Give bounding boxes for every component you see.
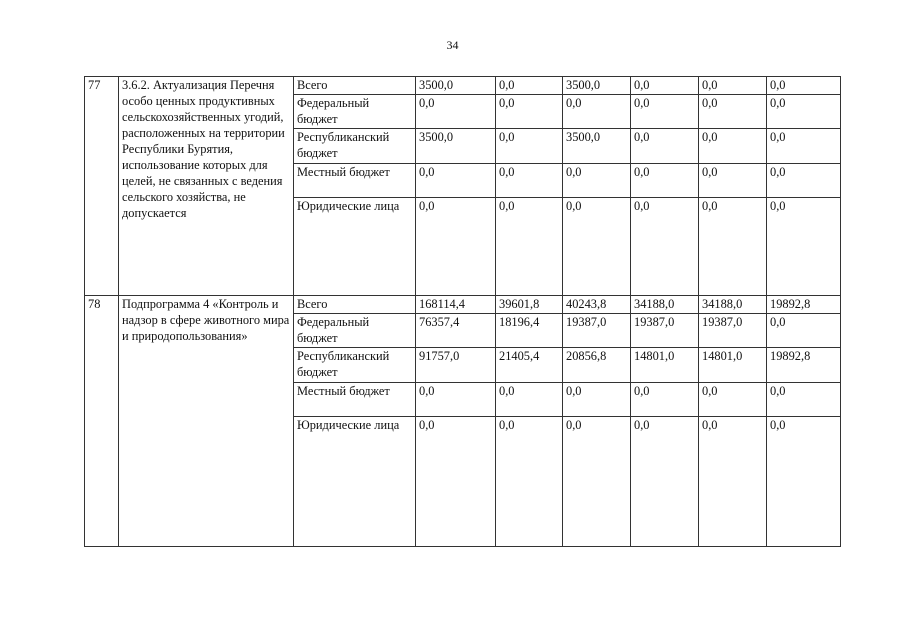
funding-value: 3500,0	[416, 129, 496, 164]
funding-value: 0,0	[496, 129, 563, 164]
funding-value: 0,0	[631, 164, 699, 198]
funding-value: 0,0	[416, 198, 496, 296]
funding-source: Республиканский бюджет	[294, 348, 416, 383]
table-row	[85, 77, 841, 95]
page-number: 34	[446, 38, 459, 52]
funding-value: 0,0	[767, 383, 841, 417]
funding-source: Юридические лица	[294, 417, 416, 547]
funding-value: 0,0	[767, 417, 841, 547]
funding-value: 76357,4	[416, 314, 496, 348]
funding-value: 0,0	[563, 164, 631, 198]
budget-table	[84, 76, 841, 547]
funding-value: 0,0	[767, 77, 841, 95]
funding-value: 0,0	[563, 198, 631, 296]
row-number: 77	[85, 77, 119, 296]
funding-value: 34188,0	[631, 296, 699, 314]
funding-value: 3500,0	[563, 129, 631, 164]
measure-description: 3.6.2. Актуализация Перечня особо ценных продуктивных сельскохозяйственных угодий, расположенных на территории Республики Бурятия, использование которых для целей, не связанных с ведения сельского хозяйства, не допускается	[119, 77, 294, 296]
funding-value: 21405,4	[496, 348, 563, 383]
funding-source: Всего	[294, 77, 416, 95]
funding-value: 0,0	[631, 95, 699, 129]
funding-value: 0,0	[416, 383, 496, 417]
funding-value: 0,0	[496, 95, 563, 129]
funding-value: 0,0	[631, 383, 699, 417]
funding-value: 0,0	[563, 95, 631, 129]
funding-value: 40243,8	[563, 296, 631, 314]
funding-value: 0,0	[767, 164, 841, 198]
funding-source: Местный бюджет	[294, 383, 416, 417]
funding-value: 0,0	[699, 383, 767, 417]
funding-value: 0,0	[563, 417, 631, 547]
funding-value: 91757,0	[416, 348, 496, 383]
funding-value: 3500,0	[563, 77, 631, 95]
funding-value: 0,0	[767, 198, 841, 296]
funding-value: 19387,0	[699, 314, 767, 348]
funding-source: Федеральный бюджет	[294, 314, 416, 348]
funding-value: 14801,0	[699, 348, 767, 383]
funding-value: 19387,0	[631, 314, 699, 348]
funding-value: 20856,8	[563, 348, 631, 383]
funding-value: 0,0	[699, 417, 767, 547]
funding-source: Республиканский бюджет	[294, 129, 416, 164]
funding-value: 0,0	[416, 417, 496, 547]
funding-value: 18196,4	[496, 314, 563, 348]
funding-value: 3500,0	[416, 77, 496, 95]
funding-value: 0,0	[496, 198, 563, 296]
funding-value: 0,0	[699, 164, 767, 198]
funding-value: 0,0	[699, 129, 767, 164]
funding-value: 19892,8	[767, 296, 841, 314]
funding-value: 0,0	[416, 164, 496, 198]
funding-source: Местный бюджет	[294, 164, 416, 198]
funding-source: Всего	[294, 296, 416, 314]
funding-value: 39601,8	[496, 296, 563, 314]
funding-value: 0,0	[699, 198, 767, 296]
funding-value: 0,0	[496, 383, 563, 417]
table-row	[85, 296, 841, 314]
funding-value: 19892,8	[767, 348, 841, 383]
funding-value: 0,0	[496, 417, 563, 547]
funding-value: 168114,4	[416, 296, 496, 314]
funding-source: Юридические лица	[294, 198, 416, 296]
funding-value: 0,0	[767, 95, 841, 129]
funding-value: 0,0	[631, 198, 699, 296]
funding-value: 14801,0	[631, 348, 699, 383]
funding-value: 0,0	[699, 77, 767, 95]
funding-value: 0,0	[767, 314, 841, 348]
funding-value: 0,0	[767, 129, 841, 164]
measure-description: Подпрограмма 4 «Контроль и надзор в сфере животного мира и природопользования»	[119, 296, 294, 547]
funding-value: 0,0	[563, 383, 631, 417]
funding-value: 0,0	[496, 164, 563, 198]
funding-value: 0,0	[631, 129, 699, 164]
funding-value: 0,0	[631, 77, 699, 95]
funding-value: 0,0	[631, 417, 699, 547]
funding-value: 19387,0	[563, 314, 631, 348]
funding-value: 34188,0	[699, 296, 767, 314]
row-number: 78	[85, 296, 119, 547]
funding-value: 0,0	[416, 95, 496, 129]
funding-value: 0,0	[699, 95, 767, 129]
funding-source: Федеральный бюджет	[294, 95, 416, 129]
funding-value: 0,0	[496, 77, 563, 95]
